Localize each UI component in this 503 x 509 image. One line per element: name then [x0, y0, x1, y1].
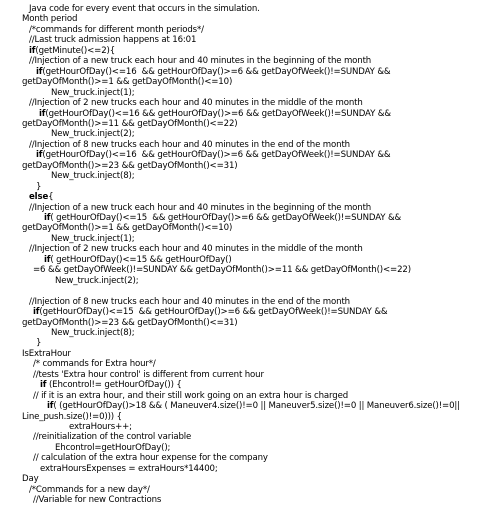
code-text: //Injection of a new truck each hour and 40 minutes in the beginning of the month: [29, 202, 372, 213]
code-line: [0, 432, 191, 443]
code-line: [0, 234, 135, 245]
code-line: [0, 338, 41, 349]
code-line: [0, 255, 232, 266]
code-text: //Injection of 2 new trucks each hour and 40 minutes in the middle of the month: [29, 98, 363, 109]
code-text: New_truck.inject(1);: [51, 233, 135, 244]
code-text: ( (getHourOfDay()>18 && ( Maneuver4.size()!=0 || Maneuver5.size()!=0 || Maneuver6.size()!=0||: [53, 401, 460, 412]
code-text: getDayOfMonth()>=11 && getDayOfMonth()<=22): [22, 118, 238, 129]
code-line: [0, 391, 348, 402]
code-line: [0, 453, 268, 464]
code-text: //tests 'Extra hour control' is different from current hour: [33, 369, 264, 380]
code-line: [0, 380, 182, 391]
code-line: [0, 77, 232, 88]
code-text: New_truck.inject(8);: [51, 327, 135, 338]
code-text: Day: [22, 474, 39, 485]
code-line: [0, 276, 139, 287]
code-text: }: [36, 338, 42, 349]
code-keyword: if: [36, 66, 43, 77]
code-keyword: if: [44, 213, 51, 223]
code-line: [0, 422, 132, 433]
code-text: IsExtraHour: [22, 348, 71, 359]
code-keyword: if: [29, 45, 36, 56]
code-text: //Last truck admission happens at 16:01: [29, 35, 197, 46]
code-text: /*Commands for a new day*/: [29, 484, 150, 495]
code-line: [0, 213, 401, 224]
code-text: // calculation of the extra hour expense for the company: [33, 453, 268, 464]
code-line: [0, 318, 237, 329]
code-line: [0, 203, 371, 214]
code-line: [0, 46, 115, 57]
code-line: [0, 182, 41, 193]
code-line: [0, 4, 260, 15]
code-text: extraHours++;: [69, 422, 132, 432]
code-line: [0, 474, 39, 485]
code-line: [0, 98, 363, 109]
code-text: (getHourOfDay()<=16 && getHourOfDay()>=6 && getDayOfWeek()!=SUNDAY &&: [42, 66, 391, 77]
code-text: {: [48, 192, 54, 203]
code-line: [0, 35, 196, 46]
code-line: [0, 56, 371, 67]
code-line: [0, 349, 71, 360]
code-text: Month period: [22, 14, 78, 25]
code-text: (getHourOfDay()<=15 && getHourOfDay()>=6 && getDayOfWeek()!=SUNDAY &&: [39, 307, 388, 318]
code-text: ( getHourOfDay()<=15 && getHourOfDay(): [50, 254, 232, 265]
code-text: //Injection of a new truck each hour and 40 minutes in the beginning of the month: [29, 56, 372, 67]
code-line: [0, 161, 237, 172]
code-line: [0, 150, 390, 161]
code-keyword: if: [47, 401, 54, 412]
code-keyword: if: [33, 307, 40, 318]
code-line: [0, 464, 218, 475]
code-keyword: else: [29, 192, 49, 203]
code-line: [0, 25, 204, 36]
code-text: }: [36, 181, 42, 192]
code-text: ( getHourOfDay()<=15 && getHourOfDay()>=6 && getDayOfWeek()!=SUNDAY &&: [50, 213, 402, 223]
code-text: getDayOfMonth()>=23 && getDayOfMonth()<=31): [22, 160, 238, 171]
code-text: //Variable for new Contractions: [33, 495, 162, 506]
code-line: [0, 307, 387, 318]
code-line: [0, 359, 156, 370]
code-text: /*commands for different month periods*/: [29, 24, 204, 35]
code-text: (getMinute()<=2){: [35, 45, 116, 56]
code-text: /* commands for Extra hour*/: [33, 359, 156, 370]
code-line: [0, 495, 161, 506]
code-text: (getHourOfDay()<=16 && getHourOfDay()>=6 && getDayOfWeek()!=SUNDAY &&: [45, 108, 391, 119]
code-text: Java code for every event that occurs in the simulation.: [29, 4, 260, 14]
code-line: [0, 119, 237, 130]
code-line: [0, 297, 350, 308]
code-line: [0, 370, 264, 381]
code-text: //Injection of 8 new trucks each hour and 40 minutes in the end of the month: [29, 296, 350, 307]
code-text: getDayOfMonth()>=23 && getDayOfMonth()<=31): [22, 317, 238, 328]
code-text: // if it is an extra hour, and their still work going on an extra hour is charged: [33, 390, 349, 401]
code-text: getDayOfMonth()>=1 && getDayOfMonth()<=10): [22, 223, 233, 234]
code-line: [0, 223, 232, 234]
code-line: [0, 328, 135, 339]
code-line: [0, 244, 363, 255]
code-keyword: if: [44, 254, 51, 265]
code-keyword: if: [40, 380, 47, 391]
code-text: Line_push.size()!=0))) {: [22, 411, 122, 422]
code-text: New_truck.inject(1);: [51, 87, 135, 98]
code-line: [0, 129, 135, 140]
code-line: [0, 14, 77, 25]
code-line: [0, 265, 411, 276]
code-line: [0, 412, 122, 423]
code-text: Ehcontrol=getHourOfDay();: [55, 442, 171, 453]
code-text: New_truck.inject(2);: [55, 275, 139, 286]
code-keyword: if: [39, 108, 46, 119]
code-text: getDayOfMonth()>=1 && getDayOfMonth()<=10): [22, 77, 233, 88]
code-line: [0, 67, 390, 78]
code-line: [0, 192, 53, 203]
code-text: (getHourOfDay()<=16 && getHourOfDay()>=6 && getDayOfWeek()!=SUNDAY &&: [42, 150, 391, 161]
code-keyword: if: [36, 150, 43, 161]
code-text: //Injection of 2 new trucks each hour and 40 minutes in the middle of the month: [29, 244, 363, 255]
code-line: [0, 171, 135, 182]
code-text: //Injection of 8 new trucks each hour and 40 minutes in the end of the month: [29, 139, 350, 150]
code-line: [0, 140, 350, 151]
code-line: [0, 88, 135, 99]
code-text: New_truck.inject(2);: [51, 129, 135, 140]
code-text: =6 && getDayOfWeek()!=SUNDAY && getDayOfMonth()>=11 && getDayOfMonth()<=22): [33, 265, 411, 276]
code-line: [0, 109, 391, 120]
code-text: New_truck.inject(8);: [51, 171, 135, 182]
code-line: [0, 443, 170, 454]
code-text: //reinitialization of the control variable: [33, 432, 192, 443]
code-line: [0, 401, 460, 412]
code-text: extraHoursExpenses = extraHours*14400;: [40, 463, 218, 474]
code-text: (Ehcontrol!= getHourOfDay()) {: [46, 380, 182, 391]
code-line: [0, 485, 150, 496]
